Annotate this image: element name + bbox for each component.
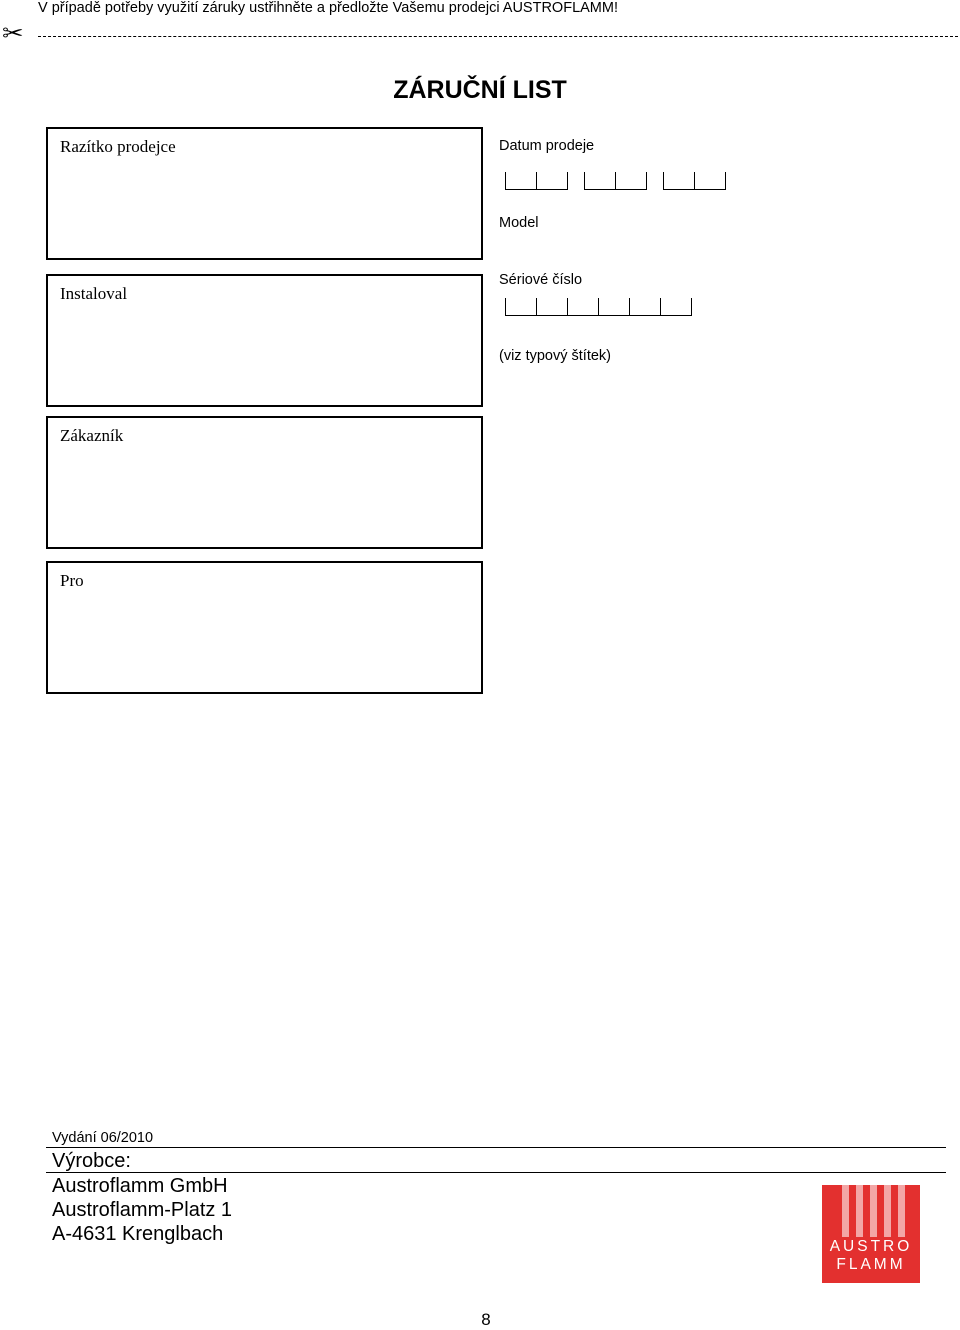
footer-rule-bottom [46,1172,946,1173]
logo-line-flamm: FLAMM [836,1256,906,1273]
installer-label: Instaloval [60,284,128,303]
for-label: Pro [60,571,84,590]
manufacturer-label: Výrobce: [52,1150,131,1172]
serial-number-label: Sériové číslo [499,272,583,288]
footer-rule-top [46,1147,946,1148]
cut-notice: V případě potřeby využití záruky ustřihněte a předložte Vašemu prodejci AUSTROFLAMM! [38,0,618,16]
installer-box[interactable] [46,274,483,407]
page-number: 8 [481,1310,491,1329]
for-box[interactable] [46,561,483,694]
model-label: Model [499,215,539,231]
company-name: Austroflamm GmbH [52,1175,228,1197]
page-title: ZÁRUČNÍ LIST [393,76,567,104]
serial-number-hint: (viz typový štítek) [499,348,611,364]
sale-date-day-field[interactable] [505,172,568,190]
austroflamm-logo [822,1185,920,1283]
dealer-stamp-label: Razítko prodejce [60,137,176,156]
sale-date-month-field[interactable] [584,172,647,190]
company-street: Austroflamm-Platz 1 [52,1199,233,1221]
company-city: A-4631 Krenglbach [52,1223,224,1245]
edition-text: Vydání 06/2010 [52,1130,154,1146]
scissors-icon: ✂ [2,20,24,46]
customer-box[interactable] [46,416,483,549]
sale-date-label: Datum prodeje [499,138,595,154]
customer-label: Zákazník [60,426,124,445]
cut-line [38,36,958,37]
logo-line-austro: AUSTRO [829,1238,913,1255]
serial-number-field[interactable] [505,298,692,316]
dealer-stamp-box[interactable] [46,127,483,260]
sale-date-year-field[interactable] [663,172,726,190]
